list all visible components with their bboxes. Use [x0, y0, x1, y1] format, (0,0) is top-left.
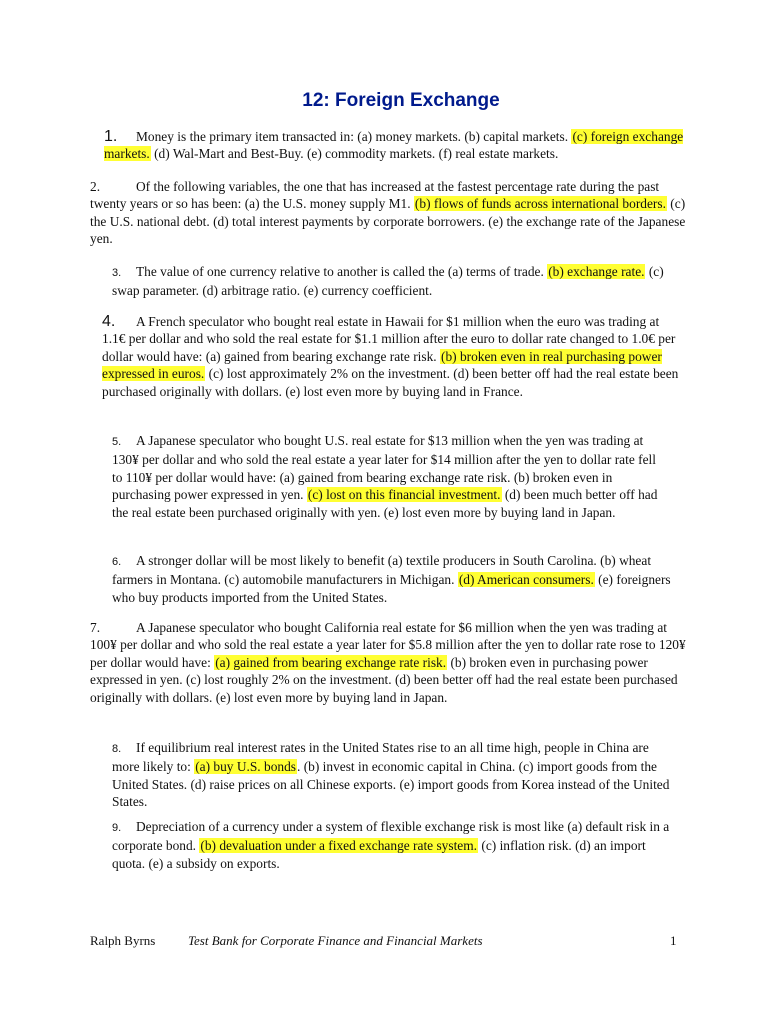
- question-text: (d) Wal-Mart and Best-Buy. (e) commodity markets. (f) real estate markets.: [150, 146, 559, 162]
- question-number: 3.: [112, 267, 122, 279]
- answer-highlight: (a) gained from bearing exchange rate risk.: [215, 654, 447, 670]
- footer-book-title: Test Bank for Corporate Finance and Financial Markets: [188, 933, 483, 948]
- footer-page-number: 1: [670, 933, 677, 948]
- question-9: [112, 818, 672, 872]
- answer-highlight: (b) devaluation under a fixed exchange rate system.: [200, 838, 478, 854]
- page-title: 12: Foreign Exchange: [302, 90, 500, 111]
- question-number: 8.: [112, 743, 122, 755]
- question-text: A Japanese speculator who bought U.S. real estate for $13 million when the yen was trading at 130¥ per dollar and who sold the real estate a year later for $14 million after the yen to dollar rate fell to 110¥ per dollar would have: (a) gained from bearing exchange rate risk. (b) broken even in purchasing power expressed in yen.: [112, 433, 656, 503]
- footer-author: Ralph Byrns: [90, 933, 156, 948]
- question-text: . (b) invest in economic capital in China. (c) import goods from the United States. (d) raise prices on all Chinese exports. (e) import goods from Korea instead of the United States.: [112, 759, 670, 810]
- question-7: [90, 619, 690, 706]
- question-5: [112, 432, 660, 521]
- question-text: (b) broken even in purchasing power expressed in yen. (c) lost roughly 2% on the investment. (d) been better off had the real estate been purchased originally with dollars. (e) lost even more by buying land in Japan.: [90, 654, 678, 705]
- answer-highlight: (c) lost on this financial investment.: [307, 487, 501, 503]
- answer-highlight: (b) exchange rate.: [548, 264, 645, 279]
- question-text: Depreciation of a currency under a system of flexible exchange risk is most like (a) default risk in a corporate bond.: [112, 819, 670, 854]
- question-text: A stronger dollar will be most likely to benefit (a) textile producers in South Carolina. (b) wheat farmers in Montana. (c) automobile manufacturers in Michigan.: [112, 553, 652, 588]
- question-text: (c) the U.S. national debt. (d) total interest payments by corporate borrowers. (e) the exchange rate of the Japanese yen.: [90, 196, 686, 247]
- question-number: 7.: [90, 620, 101, 635]
- question-text: If equilibrium real interest rates in the United States rise to an all time high, people in China are more likely to:: [112, 740, 649, 775]
- answer-highlight: (c) foreign exchange markets.: [104, 129, 684, 162]
- question-number: 2.: [90, 179, 101, 194]
- question-text: (c) lost approximately 2% on the investment. (d) been better off had the real estate been purchased originally with dollars. (e) lost even more by buying land in France.: [102, 366, 679, 399]
- question-number: 4.: [102, 313, 116, 330]
- question-text: A French speculator who bought real estate in Hawaii for $1 million when the euro was trading at 1.1€ per dollar and who sold the real estate for $1.1 million after the euro to dollar rate changed to 1.0€ per dollar would have: (a) gained from bearing exchange rate risk.: [102, 314, 676, 364]
- question-text: (e) foreigners who buy products imported from the United States.: [112, 572, 671, 605]
- answer-highlight: (b) flows of funds across international borders.: [414, 196, 666, 212]
- question-text: The value of one currency relative to another is called the (a) terms of trade.: [136, 264, 548, 279]
- answer-highlight: (a) buy U.S. bonds: [195, 759, 296, 775]
- question-text: (d) been much better off had the real estate been purchased originally with yen. (e) lost even more by buying land in Japan.: [112, 487, 658, 520]
- question-text: A Japanese speculator who bought California real estate for $6 million when the yen was trading at 100¥ per dollar and who sold the real estate a year later for $5.8 million after the yen to dollar rate rose to 120¥ per dollar would have:: [90, 620, 686, 670]
- question-1: [104, 128, 704, 163]
- question-text: (c) inflation risk. (d) an import quota. (e) a subsidy on exports.: [112, 838, 646, 871]
- question-number: 1.: [104, 128, 118, 145]
- question-2: [90, 178, 690, 248]
- question-3: [112, 263, 684, 300]
- question-6: [112, 552, 684, 606]
- question-text: (c) swap parameter. (d) arbitrage ratio. (e) currency coefficient.: [112, 264, 664, 299]
- question-text: Of the following variables, the one that has increased at the fastest percentage rate during the past twenty years or so has been: (a) the U.S. money supply M1.: [90, 179, 660, 212]
- question-number: 6.: [112, 556, 122, 568]
- question-4: [102, 313, 684, 400]
- question-8: [112, 739, 672, 811]
- question-number: 9.: [112, 822, 122, 834]
- question-text: Money is the primary item transacted in: (a) money markets. (b) capital markets.: [136, 129, 572, 144]
- answer-highlight: (b) broken even in real purchasing power expressed in euros.: [102, 348, 662, 382]
- question-number: 5.: [112, 436, 122, 448]
- answer-highlight: (d) American consumers.: [458, 572, 594, 588]
